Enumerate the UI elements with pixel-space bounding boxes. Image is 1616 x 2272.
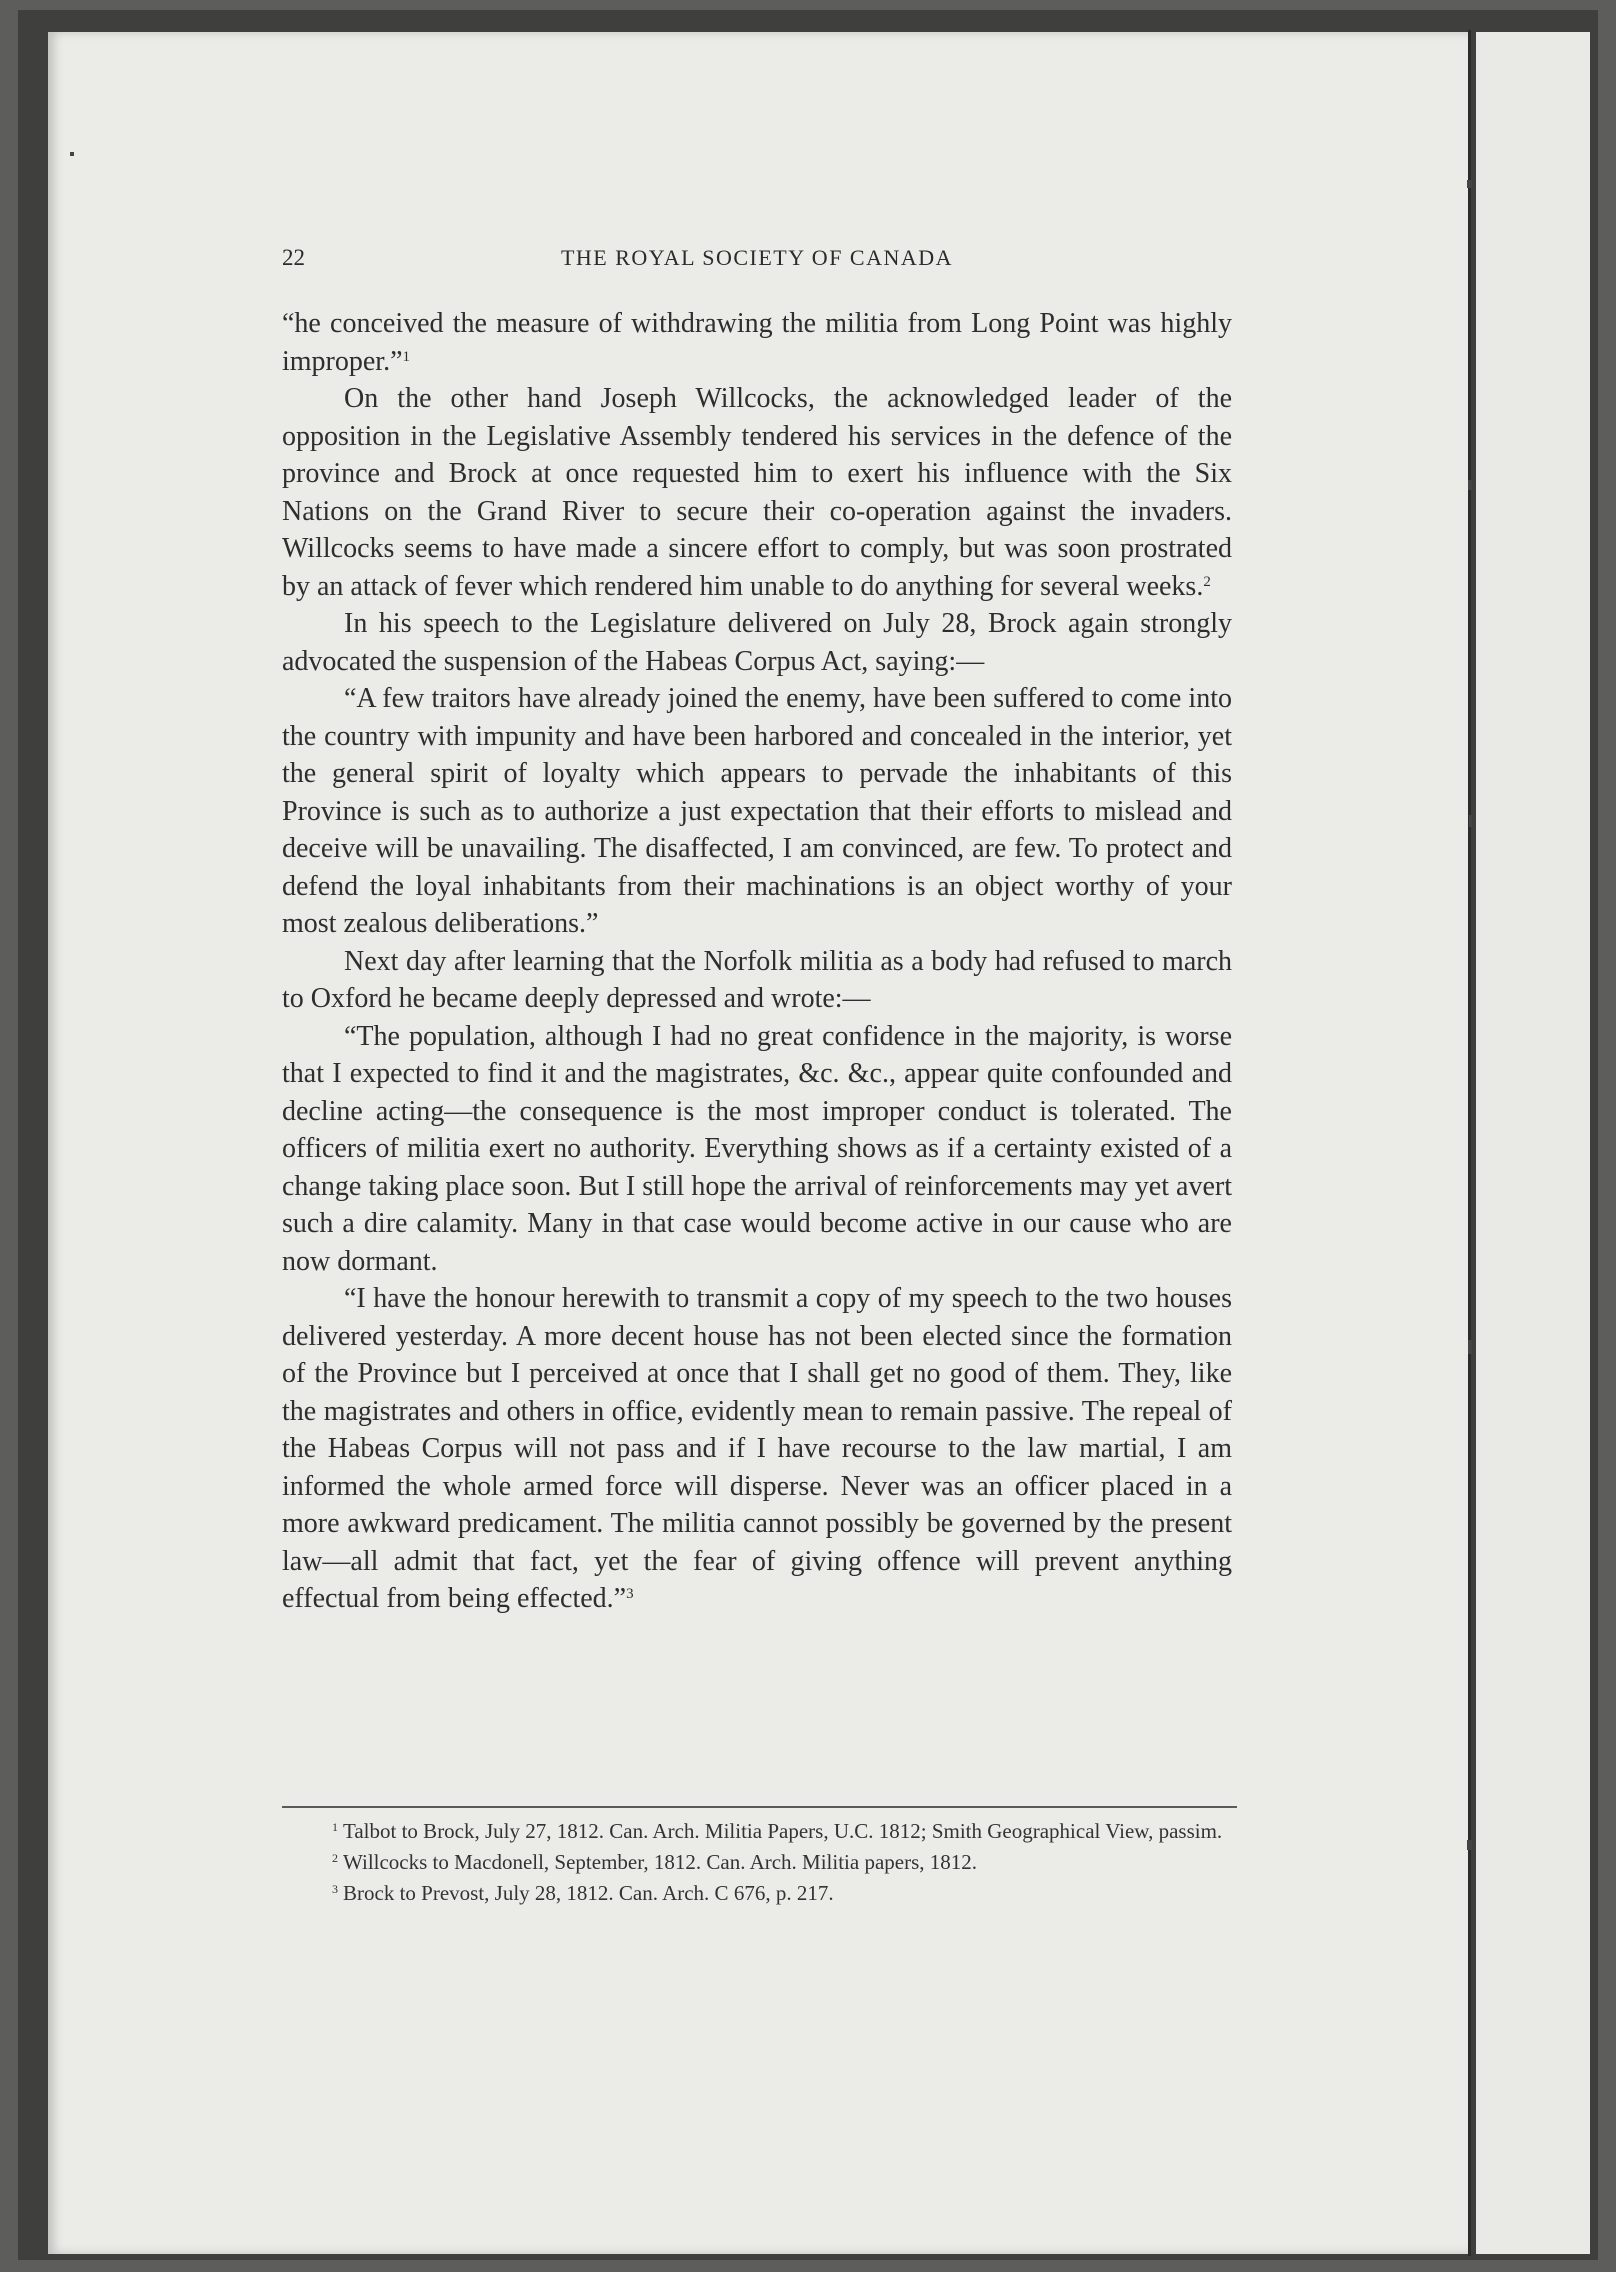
- edge-mark: [70, 152, 74, 156]
- page-gutter: [1468, 30, 1471, 2256]
- page-header: [282, 245, 1232, 285]
- paragraph: Next day after learning that the Norfolk militia as a body had refused to march to Oxford he became deeply depressed and wrote:—: [282, 945, 1232, 1014]
- edge-mark: [1469, 815, 1472, 827]
- paragraph-text: “he conceived the measure of withdrawing the militia from Long Point was highly improper.”: [282, 308, 1232, 377]
- footnote: [282, 1847, 1237, 1878]
- quoted-paragraph: “A few traitors have already joined the enemy, have been suffered to come into the country with impunity and have been harbored and concealed in the interior, yet the general spirit of loyalty which appears to pervade the inhabitants of this Province is such as to authorize a just expectation that their efforts to mislead and deceive will be unavailing. The disaffected, I am convinced, are few. To protect and defend the loyal inhabitants from their machinations is an object worthy of your most zealous deliberations.”: [282, 683, 1232, 939]
- edge-mark: [1468, 1340, 1472, 1354]
- body-text: [282, 305, 1232, 1618]
- footnote-ref: 3: [626, 1586, 634, 1602]
- edge-mark: [1467, 1840, 1472, 1850]
- quoted-paragraph: “The population, although I had no great confidence in the majority, is worse that I expected to find it and the magistrates, &c. &c., appear quite confounded and decline acting—the consequence is the most improper conduct is tolerated. The officers of militia exert no authority. Everything shows as if a certainty existed of a change taking place soon. But I still hope the arrival of reinforcements may yet avert such a dire calamity. Many in that case would become active in our cause who are now dormant.: [282, 1020, 1232, 1277]
- footnote-mark: 3: [332, 1882, 338, 1896]
- paragraph-text: “I have the honour herewith to transmit a copy of my speech to the two houses delivered yesterday. A more decent house has not been elected since the formation of the Province but I perceived at once that I shall get no good of them. They, like the magistrates and others in office, evidently mean to remain passive. The repeal of the Habeas Corpus will not pass and if I have recourse to the law martial, I am informed the whole armed force will disperse. Never was an officer placed in a more awkward predicament. The militia cannot possibly be governed by the present law—all admit that fact, yet the fear of giving offence will prevent anything effectual from being effected.”: [282, 1283, 1232, 1614]
- facing-page-edge: [1476, 32, 1590, 2254]
- footnote-mark: 2: [332, 1851, 338, 1865]
- footnote: [282, 1816, 1237, 1847]
- footnote-text: Willcocks to Macdonell, September, 1812. Can. Arch. Militia papers, 1812.: [343, 1850, 978, 1874]
- paragraph-text: On the other hand Joseph Willcocks, the acknowledged leader of the opposition in the Legislative Assembly tendered his services in the defence of the province and Brock at once requested him to exert his influence with the Six Nations on the Grand River to secure their co-operation against the invaders. Willcocks seems to have made a sincere effort to comply, but was soon prostrated by an attack of fever which rendered him unable to do anything for several weeks.: [282, 383, 1232, 602]
- footnote-text: Talbot to Brock, July 27, 1812. Can. Arch. Militia Papers, U.C. 1812; Smith Geographical View, passim.: [343, 1819, 1223, 1843]
- quoted-paragraph: [282, 1280, 1232, 1618]
- page-number: 22: [282, 245, 305, 270]
- paragraph: In his speech to the Legislature delivered on July 28, Brock again strongly advocated the suspension of the Habeas Corpus Act, saying:—: [282, 608, 1232, 677]
- paragraph: [282, 305, 1232, 380]
- footnote: [282, 1878, 1237, 1909]
- footnote-mark: 1: [332, 1820, 338, 1834]
- running-head: THE ROYAL SOCIETY OF CANADA: [560, 245, 954, 270]
- edge-mark: [1468, 480, 1472, 490]
- paragraph: [282, 380, 1232, 605]
- footnote-text: Brock to Prevost, July 28, 1812. Can. Arch. C 676, p. 217.: [343, 1881, 834, 1905]
- footnotes: [282, 1816, 1237, 1909]
- footnote-ref: 2: [1203, 573, 1211, 590]
- footnote-ref: 1: [402, 348, 411, 365]
- footnote-rule: [282, 1806, 1237, 1808]
- edge-mark: [1467, 180, 1472, 188]
